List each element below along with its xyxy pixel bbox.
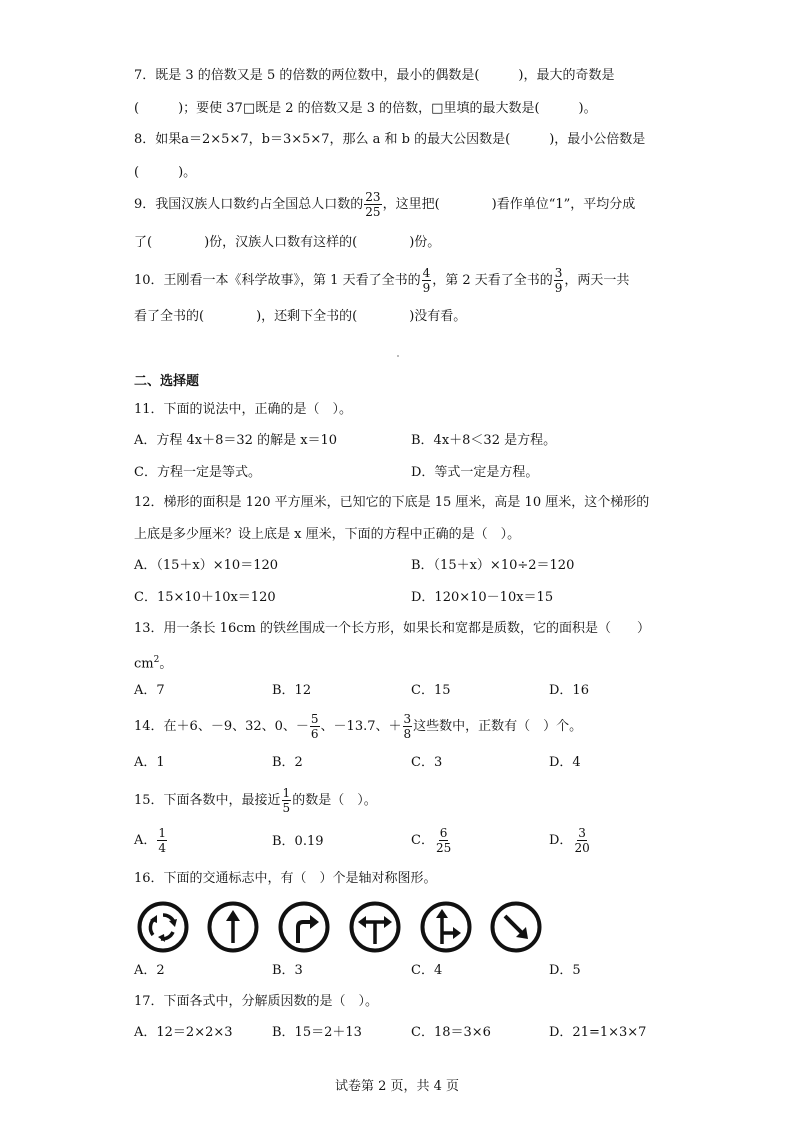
q13-line2: [134, 652, 172, 672]
q17-option-c: C．18＝3×6: [411, 1025, 491, 1040]
q14-text: 14．在＋6、－9、32、0、－: [134, 719, 309, 734]
q13-option-c: C．15: [411, 683, 451, 698]
q11-option-d: D．等式一定是方程。: [411, 465, 539, 480]
roundabout-icon: [137, 901, 189, 953]
q15-line1: [134, 786, 377, 815]
section-title: 二、选择题: [134, 374, 200, 389]
q8-line2: ( )。: [134, 165, 197, 180]
q12-option-b: B．（15＋x）×10÷2＝120: [411, 558, 575, 573]
q17-option-b: B．15＝2＋13: [272, 1025, 362, 1040]
q10-line1: [134, 266, 629, 295]
q15-option-d: D． $\frac{3}{20}$: [549, 826, 590, 855]
unit-text: cm: [134, 656, 154, 672]
q12-line1: 12．梯形的面积是 120 平方厘米，已知它的下底是 15 厘米，高是 10 厘米，这个梯形的: [134, 495, 650, 510]
q15-option-a: A． $\frac{1}{4}$: [134, 826, 167, 855]
left-right-fork-icon: [349, 901, 401, 953]
unit-tail: 。: [159, 656, 173, 672]
fraction: $\frac{3}{9}$: [554, 266, 563, 295]
q14-text-tail: 这些数中，正数有（ ）个。: [413, 719, 583, 734]
fraction: $\frac{1}{5}$: [282, 786, 291, 815]
q10-text: 10．王刚看一本《科学故事》，第 1 天看了全书的: [134, 273, 421, 288]
q14-text-mid: 、－13.7、＋: [320, 719, 402, 734]
q10-line2: 看了全书的( )，还剩下全书的( )没有看。: [134, 309, 467, 324]
fraction: $\frac{23}{25}$: [365, 190, 381, 219]
fraction: $\frac{3}{8}$: [403, 712, 412, 741]
diagonal-arrow-icon: [490, 901, 542, 953]
page-footer: 试卷第 2 页，共 4 页: [334, 1079, 460, 1094]
q14-option-c: C．3: [411, 755, 443, 770]
q17-option-a: A．12＝2×2×3: [134, 1025, 233, 1040]
q12-option-d: D．120×10－10x＝15: [411, 590, 554, 605]
q15-text: 15．下面各数中，最接近: [134, 793, 281, 808]
q13-option-a: A．7: [134, 683, 165, 698]
q13-line1: 13．用一条长 16cm 的铁丝围成一个长方形，如果长和宽都是质数，它的面积是（ ）: [134, 621, 650, 636]
q13-option-d: D．16: [549, 683, 589, 698]
q16-stem: 16．下面的交通标志中，有（ ）个是轴对称图形。: [134, 871, 437, 886]
q12-option-a: A．（15＋x）×10＝120: [134, 558, 279, 573]
divider-dot: [397, 355, 399, 357]
q14-option-a: A．1: [134, 755, 165, 770]
q16-option-a: A．2: [134, 963, 165, 978]
q14-option-d: D．4: [549, 755, 581, 770]
q17-option-d: D．21=1×3×7: [549, 1025, 647, 1040]
q9-text: 9．我国汉族人口数约占全国总人口数的: [134, 197, 364, 212]
q12-line2: 上底是多少厘米？设上底是 x 厘米，下面的方程中正确的是（ ）。: [134, 527, 521, 542]
q9-text-tail: ，这里把( )看作单位“1”，平均分成: [382, 197, 636, 212]
q16-option-c: C．4: [411, 963, 443, 978]
q10-text-mid: ，第 2 天看了全书的: [432, 273, 553, 288]
q14-line1: [134, 712, 582, 741]
q15-option-c: C． $\frac{6}{25}$: [411, 826, 452, 855]
q16-option-b: B．3: [272, 963, 303, 978]
q11-option-a: A．方程 4x＋8＝32 的解是 x＝10: [134, 433, 338, 448]
q14-option-b: B．2: [272, 755, 303, 770]
q16-option-d: D．5: [549, 963, 581, 978]
q12-option-c: C．15×10＋10x＝120: [134, 590, 276, 605]
q11-option-b: B．4x＋8＜32 是方程。: [411, 433, 557, 448]
q15-text-tail: 的数是（ ）。: [292, 793, 377, 808]
q13-option-b: B．12: [272, 683, 312, 698]
q7-line1: 7．既是 3 的倍数又是 5 的倍数的两位数中，最小的偶数是( )，最大的奇数是: [134, 68, 615, 83]
fraction: $\frac{5}{6}$: [310, 712, 319, 741]
q17-stem: 17．下面各式中，分解质因数的是（ ）。: [134, 994, 379, 1009]
q11-stem: 11．下面的说法中，正确的是（ ）。: [134, 402, 353, 417]
q9-line2: 了( )份，汉族人口数有这样的( )份。: [134, 235, 441, 250]
q11-option-c: C．方程一定是等式。: [134, 465, 261, 480]
straight-or-right-icon: [420, 901, 472, 953]
q9-line1: [134, 190, 635, 219]
turn-right-icon: [278, 901, 330, 953]
fraction: $\frac{4}{9}$: [422, 266, 431, 295]
q7-line2: ( )；要使 37□既是 2 的倍数又是 3 的倍数，□里填的最大数是( )。: [134, 101, 597, 116]
q15-option-b: B．0.19: [272, 834, 324, 849]
straight-arrow-icon: [207, 901, 259, 953]
q10-text-tail: ，两天一共: [564, 273, 630, 288]
unit-exponent: 2: [153, 655, 160, 665]
q8-line1: 8．如果a＝2×5×7，b＝3×5×7，那么 a 和 b 的最大公因数是( )，最小公倍数是: [134, 132, 646, 147]
